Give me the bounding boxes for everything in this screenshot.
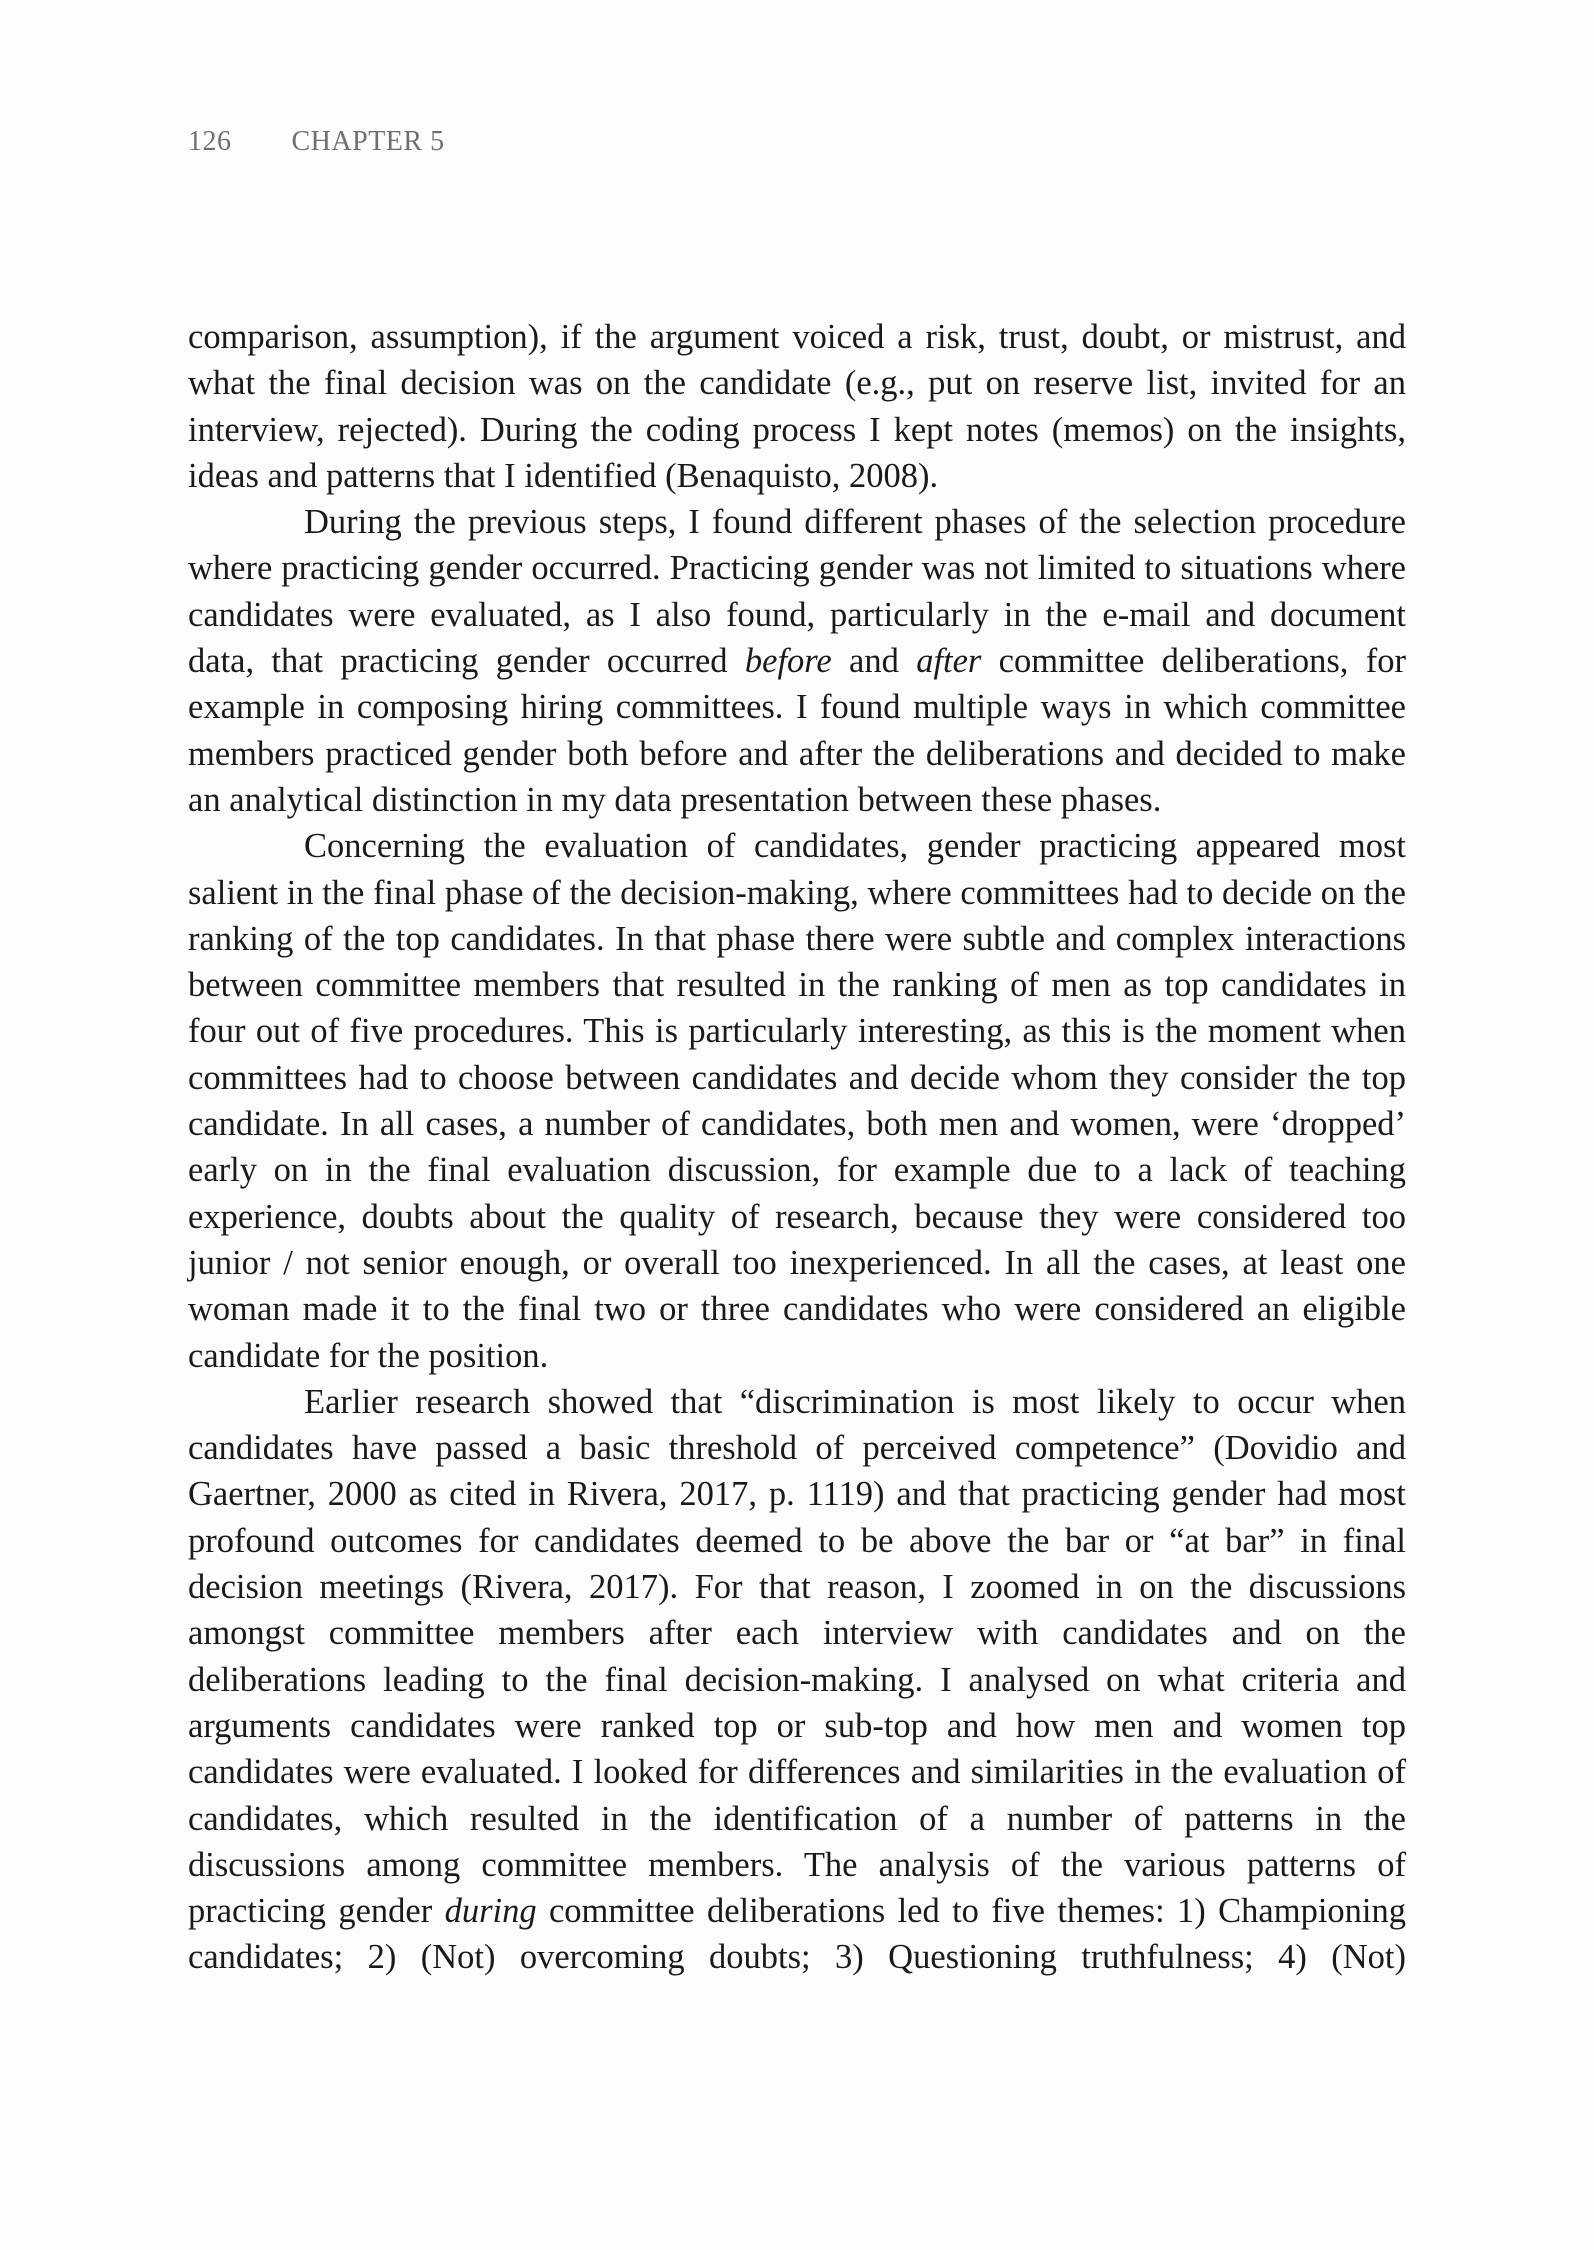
paragraph-4 [188, 1379, 1406, 1981]
paragraph-text: comparison, assumption), if the argument voiced a risk, trust, doubt, or mistrust, and what the final decision was on the candidate (e.g., put on reserve list, invited for an interview, rejected). During the coding process I kept notes (memos) on the insights, ideas and patterns that I identified (Benaquisto, 2008). [188, 318, 1406, 495]
emphasis-text: during [444, 1892, 537, 1931]
paragraph-text: Concerning the evaluation of candidates, gender practicing appeared most salient in the final phase of the decision-making, where committees had to decide on the ranking of the top candidates. In that phase there were subtle and complex interactions between committee members that resulted in the ranking of men as top candidates in four out of five procedures. This is particularly interesting, as this is the moment when committees had to choose between candidates and decide whom they consider the top candidate. In all cases, a number of candidates, both men and women, were ‘dropped’ early on in the final evaluation discussion, for example due to a lack of teaching experience, doubts about the quality of research, because they were considered too junior / not senior enough, or overall too inexperienced. In all the cases, at least one woman made it to the final two or three candidates who were considered an eligible candidate for the position. [188, 827, 1406, 1375]
running-head [188, 126, 445, 158]
page-number: 126 [188, 126, 232, 157]
paragraph-text: committee deliberations led to five themes: 1) Championing candidates; 2) (Not) overcoming doubts; 3) Questioning truthfulness; 4) (Not) [188, 1892, 1406, 1977]
paragraph-text: During the previous steps, I found different phases of the selection procedure where practicing gender occurred. Practicing gender was not limited to situations where candidates were evaluated, as I also found, particularly in the e-mail and document data, that practicing gender occurred [188, 503, 1406, 681]
paragraph-text: and [831, 642, 917, 681]
paragraph-text: committee deliberations, for example in composing hiring committees. I found multiple ways in which committee members practiced gender both before and after the deliberations and decided to make an analytical distinction in my data presentation between these phases. [188, 642, 1406, 819]
paragraph-3 [188, 823, 1406, 1379]
paragraph-2 [188, 499, 1406, 823]
paragraph-1 [188, 314, 1406, 499]
emphasis-text: after [916, 642, 982, 681]
paragraph-text: Earlier research showed that “discrimination is most likely to occur when candidates have passed a basic threshold of perceived competence” (Dovidio and Gaertner, 2000 as cited in Rivera, 2017, p. 1119) and that practicing gender had most profound outcomes for candidates deemed to be above the bar or “at bar” in final decision meetings (Rivera, 2017). For that reason, I zoomed in on the discussions amongst committee members after each interview with candidates and on the deliberations leading to the final decision-making. I analysed on what criteria and arguments candidates were ranked top or sub-top and how men and women top candidates were evaluated. I looked for differences and similarities in the evaluation of candidates, which resulted in the identification of a number of patterns in the discussions among committee members. The analysis of the various patterns of practicing gender [188, 1382, 1406, 1931]
emphasis-text: before [744, 642, 832, 681]
chapter-label: CHAPTER 5 [291, 126, 445, 157]
body-text [188, 314, 1406, 1981]
